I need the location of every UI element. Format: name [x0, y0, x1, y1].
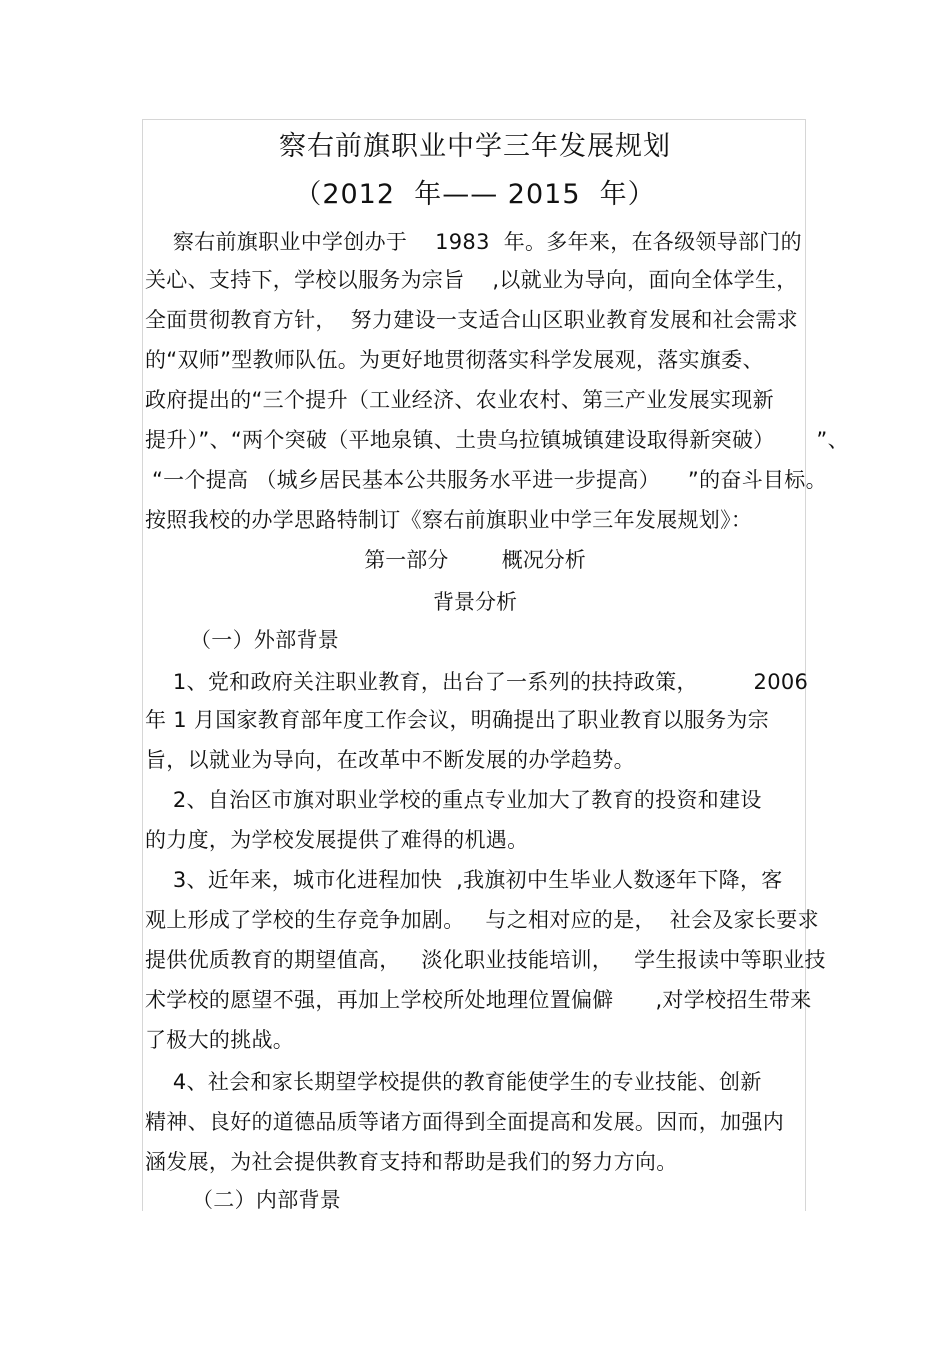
item2-line: 2、自治区市旗对职业学校的重点专业加大了教育的投资和建设: [145, 788, 762, 812]
document-title: 察右前旗职业中学三年发展规划: [279, 131, 671, 162]
item3-line: 观上形成了学校的生存竞争加剧。 与之相对应的是， 社会及家长要求: [145, 908, 819, 932]
intro-line: 的“双师”型教师队伍。为更好地贯彻落实科学发展观，落实旗委、: [145, 348, 764, 372]
intro-line: “一个提高 （城乡居民基本公共服务水平进一步提高） ”的奋斗目标。: [145, 468, 827, 492]
item2-line: 的力度，为学校发展提供了难得的机遇。: [145, 828, 529, 852]
internal-background-heading: （二）内部背景: [192, 1188, 342, 1212]
item1-line: 旨，以就业为导向，在改革中不断发展的办学趋势。: [145, 748, 635, 772]
intro-line: 提升）”、“两个突破（平地泉镇、土贵乌拉镇城镇建设取得新突破） ”、: [145, 428, 849, 452]
external-background-heading: （一）外部背景: [190, 628, 340, 652]
item4-line: 4、社会和家长期望学校提供的教育能使学生的专业技能、创新: [145, 1070, 762, 1094]
section-heading: 背景分析: [433, 590, 517, 614]
item1-line: 年 1 月国家教育部年度工作会议，明确提出了职业教育以服务为宗: [145, 708, 770, 732]
item4-line: 精神、良好的道德品质等诸方面得到全面提高和发展。因而，加强内: [145, 1110, 784, 1134]
item3-line: 3、近年来，城市化进程加快 ,我旗初中生毕业人数逐年下降，客: [145, 868, 783, 892]
intro-line: 关心、支持下，学校以服务为宗旨 ,以就业为导向，面向全体学生，: [145, 268, 798, 292]
intro-line: 全面贯彻教育方针， 努力建设一支适合山区职业教育发展和社会需求: [145, 308, 798, 332]
intro-line: 政府提出的“三个提升（工业经济、农业农村、第三产业发展实现新: [145, 388, 774, 412]
intro-line: 按照我校的办学思路特制订《察右前旗职业中学三年发展规划》：: [145, 508, 753, 532]
item4-line: 涵发展，为社会提供教育支持和帮助是我们的努力方向。: [145, 1150, 678, 1174]
item3-line: 提供优质教育的期望值高， 淡化职业技能培训， 学生报读中等职业技: [145, 948, 826, 972]
item1-line: 1、党和政府关注职业教育，出台了一系列的扶持政策， 2006: [145, 670, 809, 694]
part-heading: 第一部分 概况分析: [364, 548, 586, 572]
item3-line: 了极大的挑战。: [145, 1028, 295, 1052]
intro-line: 察右前旗职业中学创办于 1983 年。多年来，在各级领导部门的: [145, 230, 802, 254]
document-subtitle: （2012 年—— 2015 年）: [294, 179, 656, 210]
item3-line: 术学校的愿望不强，再加上学校所处地理位置偏僻 ,对学校招生带来: [145, 988, 812, 1012]
